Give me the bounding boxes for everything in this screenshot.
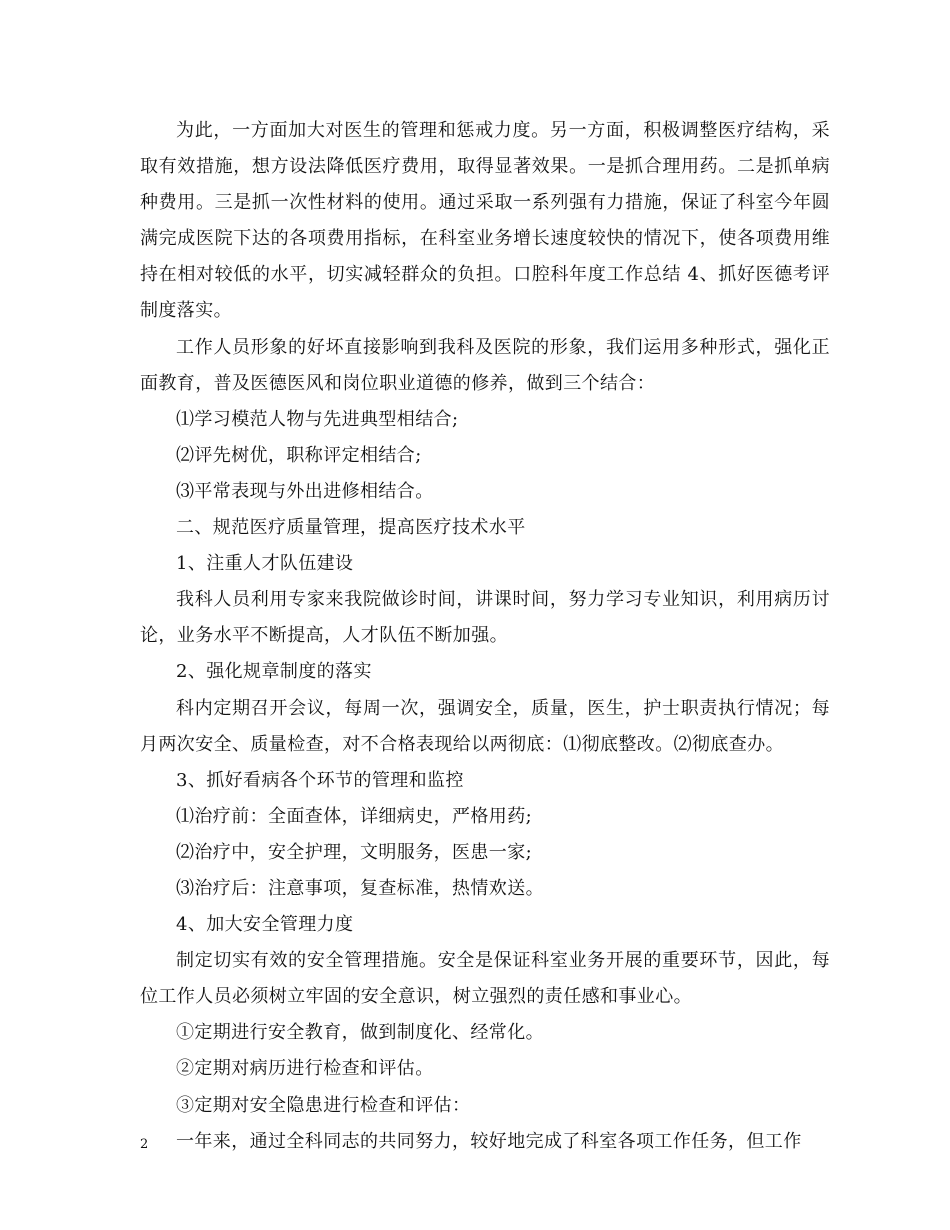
body-text xyxy=(140,113,830,1160)
paragraph: 制定切实有效的安全管理措施。安全是保证科室业务开展的重要环节，因此，每位工作人员必须树立牢固的安全意识，树立强烈的责任感和事业心。 xyxy=(140,950,830,1008)
paragraph: 为此，一方面加大对医生的管理和惩戒力度。另一方面，积极调整医疗结构，采取有效措施，想方设法降低医疗费用，取得显著效果。一是抓合理用药。二是抓单病种费用。三是抓一次性材料的使用。通过采取一系列强有力措施，保证了科室今年圆满完成医院下达的各项费用指标，在科室业务增长速度较快的情况下，使各项费用维持在相对较低的水平，切实减轻群众的负担。口腔科年度工作总结 4、抓好医德考评制度落实。 xyxy=(140,120,830,322)
paragraph: 一年来，通过全科同志的共同努力，较好地完成了科室各项工作任务，但工作 xyxy=(176,1130,802,1152)
list-item: ③定期对安全隐患进行检查和评估： xyxy=(176,1094,471,1116)
paragraph: 工作人员形象的好坏直接影响到我科及医院的形象，我们运用多种形式，强化正面教育，普及医德医风和岗位职业道德的修养，做到三个结合： xyxy=(140,336,830,394)
subsection-heading: 4、加大安全管理力度 xyxy=(176,914,354,936)
list-item: ⑵评先树优，职称评定相结合; xyxy=(176,444,422,466)
section-heading: 二、规范医疗质量管理，提高医疗技术水平 xyxy=(176,517,526,539)
list-item: ⑴治疗前：全面查体，详细病史，严格用药; xyxy=(176,805,533,827)
page-number: 2 xyxy=(140,1137,149,1152)
list-item: ⑶治疗后：注意事项，复查标准，热情欢送。 xyxy=(176,877,544,899)
subsection-heading: 2、强化规章制度的落实 xyxy=(176,661,372,683)
paragraph: 我科人员利用专家来我院做诊时间，讲课时间，努力学习专业知识，利用病历讨论，业务水平不断提高，人才队伍不断加强。 xyxy=(140,589,830,647)
subsection-heading: 3、抓好看病各个环节的管理和监控 xyxy=(176,769,464,791)
list-item: ②定期对病历进行检查和评估。 xyxy=(176,1058,434,1080)
subsection-heading: 1、注重人才队伍建设 xyxy=(176,553,354,575)
list-item: ⑶平常表现与外出进修相结合。 xyxy=(176,480,434,502)
list-item: ①定期进行安全教育，做到制度化、经常化。 xyxy=(176,1022,544,1044)
paragraph: 科内定期召开会议，每周一次，强调安全，质量，医生，护士职责执行情况；每月两次安全、质量检查，对不合格表现给以两彻底：⑴彻底整改。⑵彻底查办。 xyxy=(140,697,830,755)
list-item: ⑵治疗中，安全护理，文明服务，医患一家; xyxy=(176,841,533,863)
list-item: ⑴学习模范人物与先进典型相结合; xyxy=(176,408,459,430)
